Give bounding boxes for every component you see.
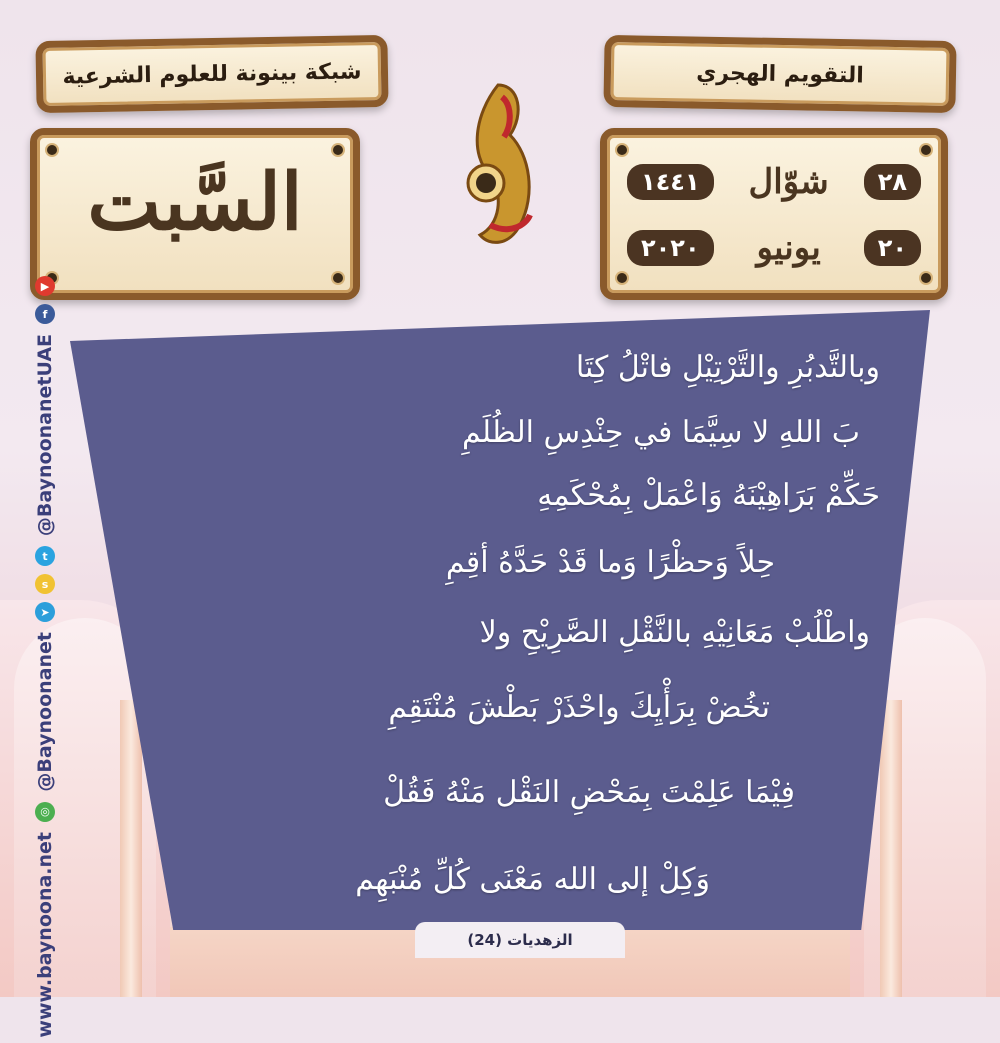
hijri-day: ٢٨ <box>864 164 921 200</box>
hijri-month: شوّال <box>748 162 829 202</box>
telegram-icon[interactable]: ➤ <box>35 602 55 622</box>
snapchat-icon[interactable]: s <box>35 574 55 594</box>
day-name: السَّبت <box>87 157 303 248</box>
hijri-year: ١٤٤١ <box>627 164 714 200</box>
gregorian-month: يونيو <box>756 228 821 268</box>
social-handle-uae[interactable]: @BaynoonanetUAE <box>34 334 56 537</box>
date-sign <box>600 128 948 300</box>
whatsapp-icon[interactable]: ◎ <box>35 802 55 822</box>
baynoona-logo <box>450 75 550 255</box>
verse-line: وَكِلْ إلى الله مَعْنَى كُلِّ مُنْبَهِم <box>355 862 710 897</box>
twitter-icon[interactable]: t <box>35 546 55 566</box>
calendar-title: التقويم الهجري <box>695 60 865 88</box>
gregorian-date-row <box>627 223 921 273</box>
social-links <box>28 272 62 1043</box>
verse-line: حِلاً وَحظْرًا وَما قَدْ حَدَّهُ أقِمِ <box>445 545 775 580</box>
gregorian-day: ٢٠ <box>864 230 921 266</box>
verse-line: حَكِّمْ بَرَاهِيْنَهُ وَاعْمَلْ بِمُحْكَمِهِ <box>537 478 880 513</box>
verse-line: بَ اللهِ لا سِيَّمَا في حِنْدِسِ الظُلَمِ <box>461 415 860 450</box>
verse-line: تخُضْ بِرَأْيِكَ واحْذَرْ بَطْشَ مُنْتَقِمِ <box>388 690 770 725</box>
calendar-title-sign <box>603 35 956 113</box>
site-name-sign <box>35 35 388 113</box>
social-handle[interactable]: @Baynoonanet <box>34 632 56 792</box>
day-sign <box>30 128 360 300</box>
background-pillar <box>880 700 902 997</box>
site-name: شبكة بينونة للعلوم الشرعية <box>62 58 362 90</box>
hijri-date-row <box>627 157 921 207</box>
verse-line: واطْلُبْ مَعَانِيْهِ بالنَّقْلِ الصَّرِيْحِ ولا <box>479 615 870 650</box>
youtube-icon[interactable]: ▶ <box>35 276 55 296</box>
verse-line: وبالتَّدبُرِ والتَّرْتِيْلِ فاتْلُ كِتَا <box>575 350 880 385</box>
website-link[interactable]: www.baynoona.net <box>34 831 56 1038</box>
background-pillar <box>120 700 142 997</box>
facebook-icon[interactable]: f <box>35 304 55 324</box>
gregorian-year: ٢٠٢٠ <box>627 230 714 266</box>
verse-line: فِيْمَا عَلِمْتَ بِمَحْضِ النَقْل مَنْهُ فَقُلْ <box>383 775 795 810</box>
poem-source-tab <box>415 922 625 958</box>
poem-source: الزهديات (24) <box>467 931 573 949</box>
